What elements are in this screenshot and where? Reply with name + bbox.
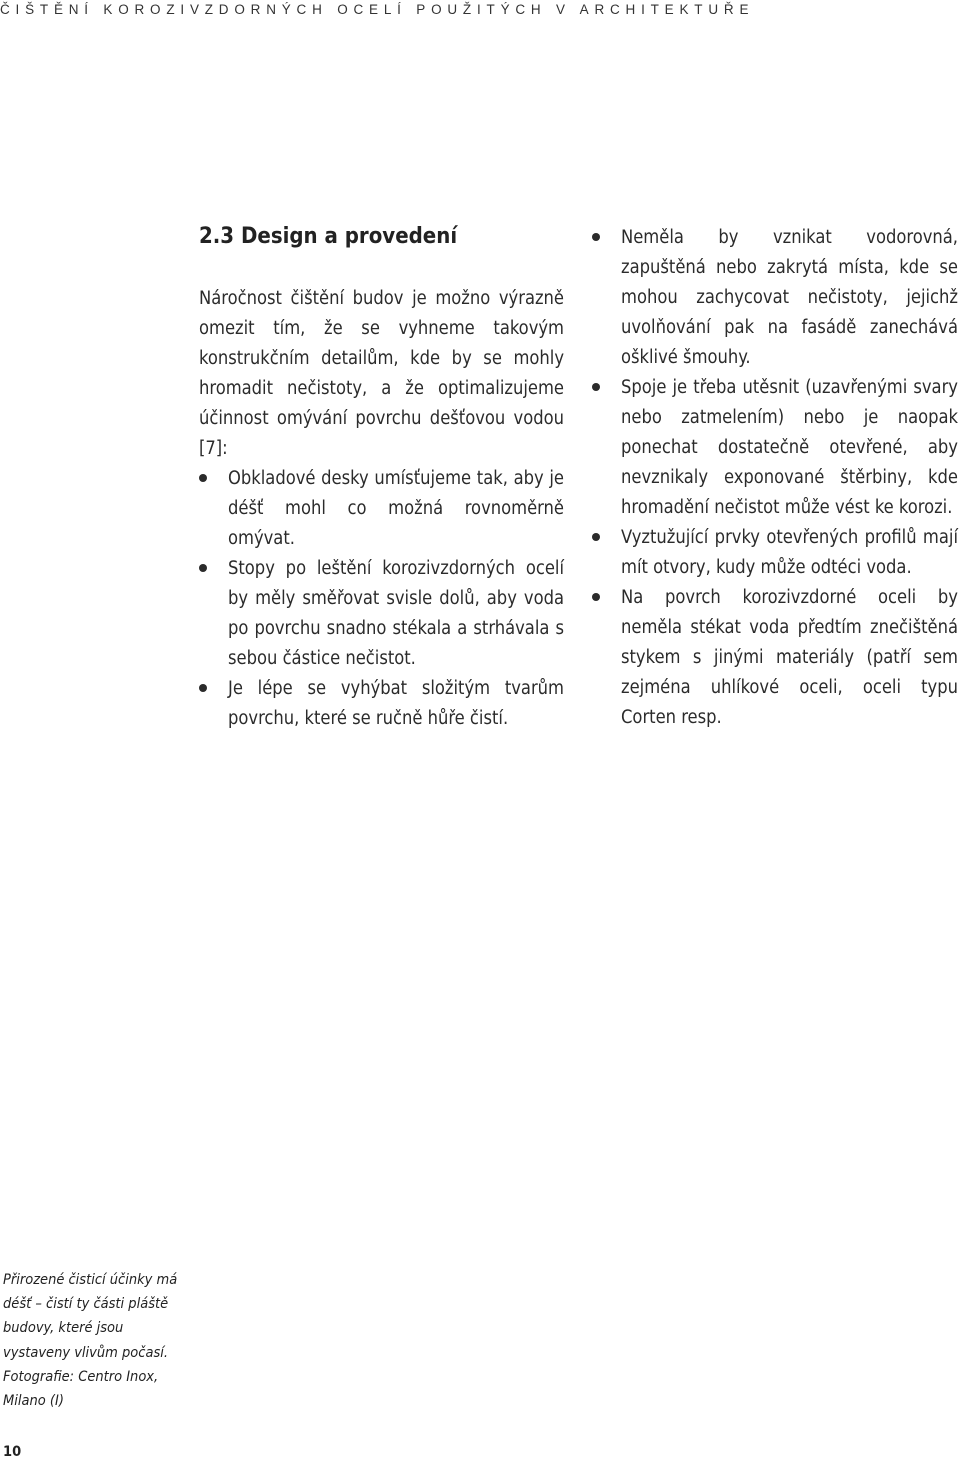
photo-caption: Přirozené čisticí účinky má déšť – čistí ty části pláště budovy, které jsou vystaveny vlivům počasí. Fotografie: Centro Inox, Milano (I) (3, 1272, 178, 1410)
list-item-text: Stopy po leštění korozivzdorných ocelí by měly směřovat svisle dolů, aby voda po povrchu snadno stékala a strhávala s sebou částice nečistot. (228, 558, 564, 669)
left-column (199, 284, 564, 734)
bullet-icon (199, 684, 207, 692)
section-title (199, 224, 457, 249)
list-item-text: Je lépe se vyhýbat složitým tvarům povrchu, které se ručně hůře čistí. (228, 678, 564, 729)
right-column (592, 223, 958, 733)
bullet-icon (592, 593, 600, 601)
list-item (199, 464, 564, 554)
list-item (592, 583, 958, 733)
list-item-text: Spoje je třeba utěsnit (uzavřenými svary nebo zatmelením) nebo je naopak ponechat dostatečně otevřené, aby nevznikaly exponované štěrbiny, kde hromadění nečistot může vést ke korozi. (621, 377, 958, 518)
list-item (592, 223, 958, 373)
section-title-text: Design a provedení (240, 224, 458, 249)
list-item (592, 523, 958, 583)
list-item (199, 674, 564, 734)
left-bullet-list (199, 464, 564, 734)
list-item-text: Na povrch korozivzdorné oceli by neměla stékat voda předtím znečištěná stykem s jinými materiály (patří sem zejména uhlíkové oceli, oceli typu Corten resp. (621, 587, 958, 728)
list-item (592, 373, 958, 523)
list-item-text: Vyztužující prvky otevřených profilů mají mít otvory, kudy může odtéci voda. (621, 527, 958, 578)
list-item (199, 554, 564, 674)
page-number: 10 (3, 1444, 22, 1460)
intro-paragraph: Náročnost čištění budov je možno výrazně omezit tím, že se vyhneme takovým konstrukčním detailům, kde by se mohly hromadit nečistoty, a že optimalizujeme účinnost omývání povrchu dešťovou vodou [7]: (199, 288, 564, 459)
bullet-icon (199, 474, 207, 482)
list-item-text: Neměla by vznikat vodorovná, zapuštěná nebo zakrytá místa, kde se mohou zachycovat nečistoty, jejichž uvolňování pak na fasádě zanechává ošklivé šmouhy. (621, 227, 958, 368)
running-header: ČIŠTĚNÍ KOROZIVZDORNÝCH OCELÍ POUŽITÝCH V ARCHITEKTUŘE (0, 2, 755, 17)
bullet-icon (592, 383, 600, 391)
bullet-icon (592, 533, 600, 541)
right-bullet-list (592, 223, 958, 733)
section-number: 2.3 (199, 224, 235, 249)
bullet-icon (199, 564, 207, 572)
list-item-text: Obkladové desky umísťujeme tak, aby je déšť mohl co možná rovnoměrně omývat. (228, 468, 564, 549)
bullet-icon (592, 233, 600, 241)
